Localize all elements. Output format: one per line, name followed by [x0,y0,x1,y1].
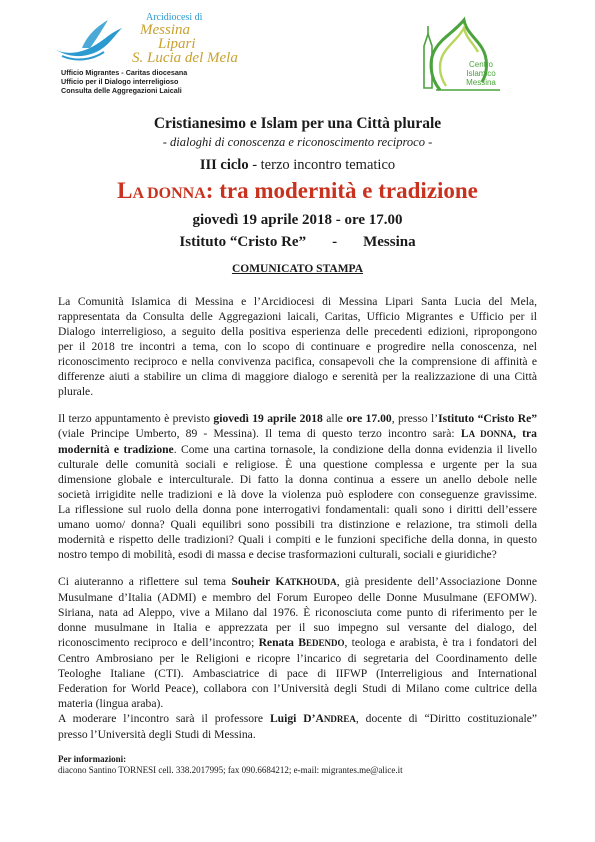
text-line: donne musulmane in Italia e apprezzata per il suo impegno sul versante del dialogo, del [58,621,537,634]
text-line [58,411,537,426]
speaker-surname-initial: B [298,636,306,649]
venue-emphasis: Istituto “Cristo Re” [438,412,538,425]
event-venue [0,234,595,251]
text-line: Dialogo interreligioso, a seguito della positiva esperienza delle precedenti edizioni, ripropongono [58,325,537,338]
theme-initial: L [117,178,133,203]
text-line: plurale. [58,385,94,398]
text-line: Siriana, nata ad Aleppo, vive a Milano dal 1976. È riconosciuta come punto di riferimento per le [58,606,537,619]
text-line [58,711,537,727]
text-run: A moderare l’incontro sarà il professore [58,712,270,725]
archdiocese-logo [52,10,292,95]
text-line: materia (lingua araba). [58,697,164,710]
text-line [58,442,537,457]
archdiocese-label: Arcidiocesi di [146,12,203,23]
text-line: per il 2018 tre incontri a tema, con lo scopo di continuare e progredire nella conoscenza, nel [58,340,537,353]
moderator-name: Luigi D’ [269,712,316,725]
archdiocese-name-2: Lipari [158,36,196,52]
archdiocese-name-1: Messina [140,22,190,38]
date-emphasis: giovedì 19 aprile 2018 [213,412,323,425]
text-run: , presso l’ [391,412,439,425]
text-line: Musulmane d’Italia (ADMI) e membro del Forum Europeo delle Donne Musulmane (EFOMW). [58,591,537,604]
event-subtitle: - dialoghi di conoscenza e riconoscimento reciproco - [162,135,433,149]
speaker-surname: EDENDO [305,638,345,648]
office-line-2: Ufficio per il Dialogo interreligioso [61,77,179,86]
text-line: Federation for World Peace), collabora con l’Università degli Studi di Milano come cultrice della [58,682,537,695]
text-line: rappresentata da Consulta delle Aggregazioni laicali, Caritas, Ufficio Migrantes e Ufficio per il [58,310,537,323]
islamic-center-logo [418,16,508,96]
center-line-1: Centro [468,60,493,69]
speaker-surname: ATKHOUDA [284,577,337,587]
theme-emphasis: , tra [513,427,537,440]
center-line-2: Islamico [466,69,496,78]
theme-rest: : tra modernità e tradizione [205,178,478,203]
text-line: Centro Ambrosiano per le Religioni e ricopre l’incarico di segretaria del Coordinamento delle [58,652,537,665]
time-emphasis: ore 17.00 [346,412,392,425]
theme-smallcaps: A DONNA [468,429,514,439]
moderator-surname: NDREA [323,714,356,724]
venue-dash: - [332,234,338,250]
venue-name: Istituto “Cristo Re” [179,234,307,250]
text-run: , già presidente dell’Associazione Donne [336,575,537,588]
speaker-name: Renata [258,636,299,649]
text-run: Il terzo appuntamento è previsto [58,412,214,425]
text-run: . Come una cartina tornasole, la condizione della donna evidenzia il livello [173,443,537,456]
contact-details: diacono Santino TORNESI cell. 338.2017995; fax 090.6684212; e-mail: migrantes.me@alice.it [58,765,403,775]
office-line-1: Ufficio Migrantes - Caritas diocesana [61,68,188,77]
text-line: La riflessione sul ruolo della donna pone interrogativi fondamentali: quali sono i diritti dell’essere [58,503,537,516]
theme-emphasis: modernità e tradizione [58,443,174,456]
cycle-number: III ciclo [199,157,249,173]
paragraph-intro [58,294,537,399]
cycle-description: - terzo incontro tematico [248,157,396,173]
text-line [58,635,537,651]
text-line: società irrigidite nelle tradizioni e là dove la violenza può esplodere con conseguenze gravissime. [58,488,537,501]
text-run: riconoscimento reciproco e dell’incontro; [58,636,259,649]
center-line-3: Messina [466,78,496,87]
contact-label: Per informazioni: [58,754,127,764]
text-line: modernità e rispetto delle tradizioni? Quali i compiti e le funzioni specifiche della donna, in questo [58,533,537,546]
text-run: Ci aiuteranno a riflettere sul tema [58,575,232,588]
theme-initial: L [460,427,469,440]
speaker-surname-initial: K [275,575,285,588]
paragraph-speakers [58,574,537,742]
paragraph-theme [58,411,537,562]
text-line: presso l’Università degli Studi di Messina. [58,728,256,741]
text-run: , docente di “Diritto costituzionale” [355,712,537,725]
text-line [58,426,537,442]
venue-city: Messina [363,234,416,250]
text-line: dimensione globale e interculturale. Di fatto la donna continua a essere un anello debole nelle [58,473,537,486]
event-title: Cristianesimo e Islam per una Città plurale [153,115,442,132]
event-date: giovedì 19 aprile 2018 - ore 17.00 [192,212,403,228]
press-release-heading: COMUNICATO STAMPA [231,263,364,275]
cycle-line [0,157,595,174]
text-line: La Comunità Islamica di Messina e l’Arcidiocesi di Messina Lipari Santa Lucia del Mela, [58,295,537,308]
text-run: alle [322,412,347,425]
text-line: Teologhe Italiane (CTI). Ambasciatrice di pace di IIFWP (Interreligious and International [58,667,537,680]
text-line: nostro tempo di mobilità, esodi di massa e decise trasformazioni culturali, sociali e giuridiche? [58,548,497,561]
text-run: (viale Principe Umberto, 89 - Messina). Il tema di questo terzo incontro sarà: [58,427,461,440]
text-run: , teologa e arabista, è tra i fondatori del [344,636,537,649]
contact-info [58,754,403,776]
archdiocese-name-3: S. Lucia del Mela [132,50,238,66]
theme-heading [0,178,595,204]
text-line: culturale delle comunità sociali e religiose. È una questione complessa e urgente per la sua [58,458,537,471]
dove-icon [52,12,126,68]
text-line [58,574,537,590]
text-line: differenze aiuti a stabilire un clima di maggiore dialogo e serenità per la realizzazione di una Città [58,370,537,383]
text-line: riconoscimento reciproco e nella convivenza pacifica, consapevoli che la comprensione di affinità e [58,355,537,368]
text-line: umano uomo/ donna? Quali equilibri sono possibili tra distinzione e relazione, tra stimoli della [58,518,537,531]
moderator-surname-initial: A [315,712,324,725]
theme-smallcaps: A DONNA [132,185,206,202]
office-line-3: Consulta delle Aggregazioni Laicali [61,86,182,95]
speaker-name: Souheir [231,575,276,588]
